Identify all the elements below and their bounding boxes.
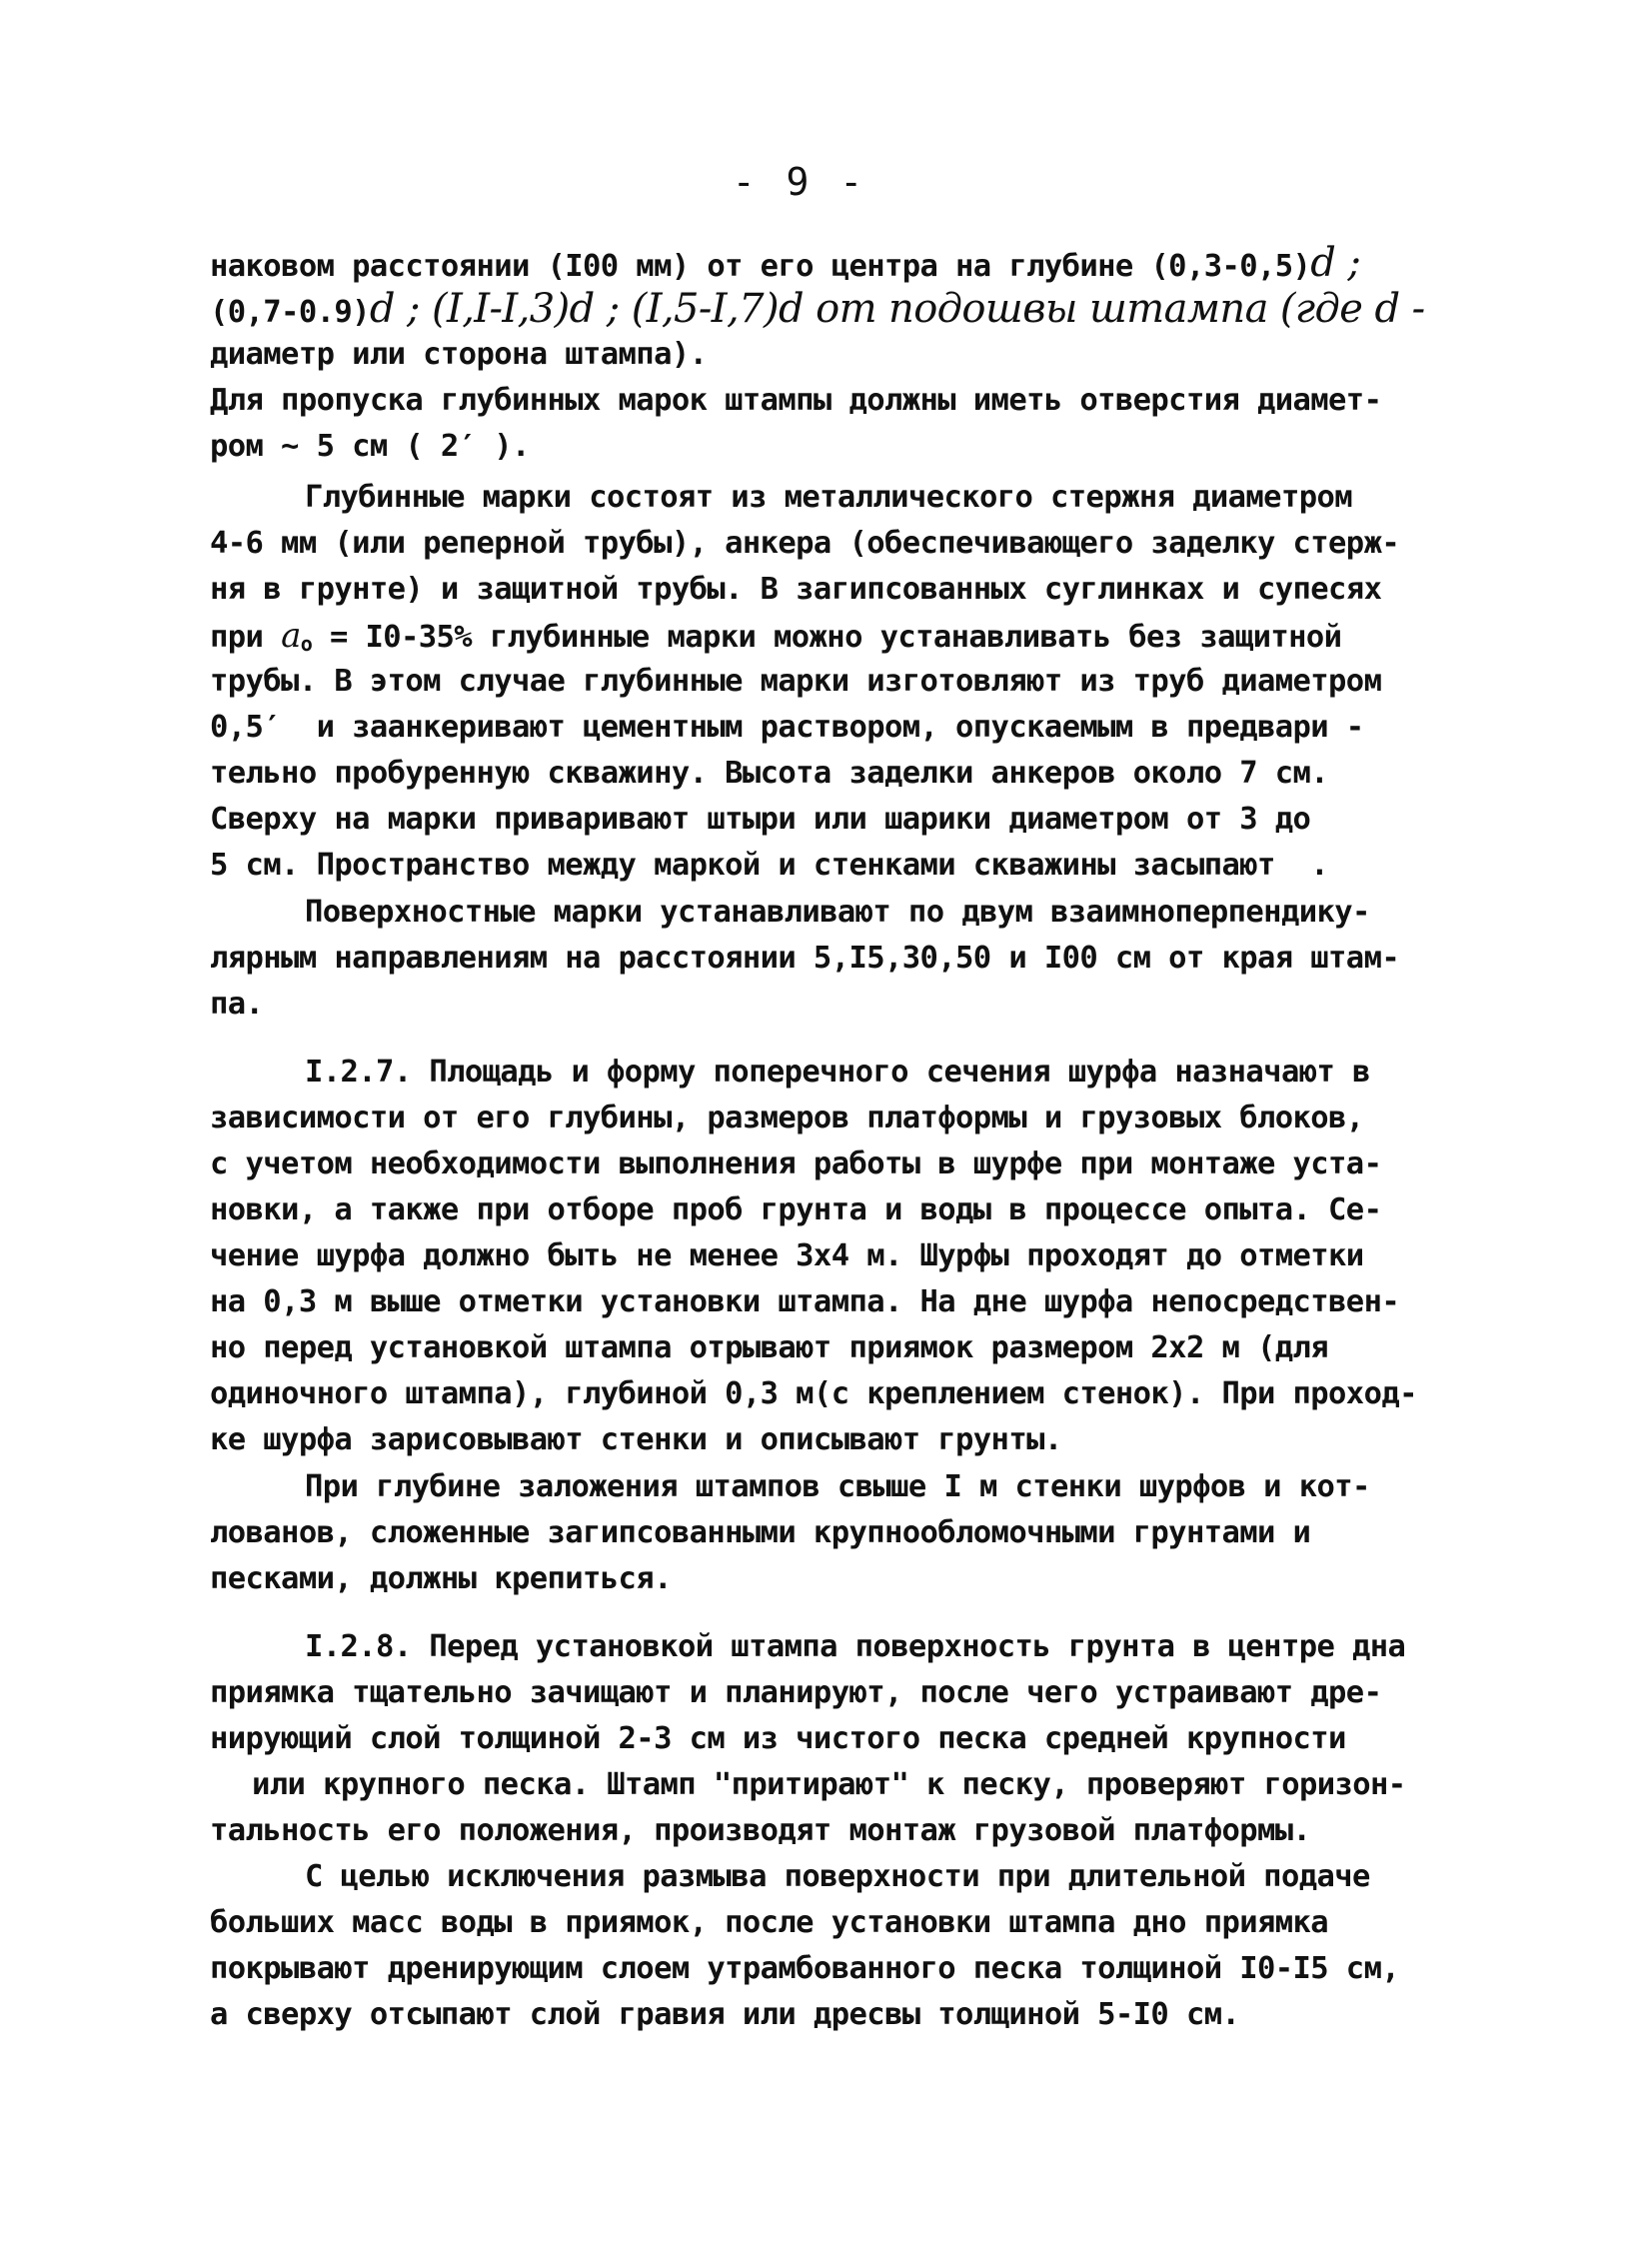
paragraph-3 — [210, 890, 1479, 1028]
text-line: I.2.7. Площадь и форму поперечного сечения шурфа назначают в — [305, 1055, 1370, 1090]
paragraph-1 — [210, 240, 1479, 470]
text-line: при $a_o = I0-35\%$ глубинные марки можно устанавливать без защитной — [210, 616, 1342, 656]
text-line: 0,5′ и заанкеривают цементным раствором, опускаемым в предвари - — [210, 710, 1364, 745]
text-line: С целью исключения размыва поверхности при длительной подаче — [305, 1859, 1370, 1894]
page-number: - 9 - — [732, 160, 867, 204]
text-line: (0,7-0.9)d ; (I,I-I,3)d ; (I,5-I,7)d от подошвы штампа (где d - — [210, 286, 1425, 332]
text-line: песками, должны крепиться. — [210, 1561, 672, 1596]
text-line: больших масс воды в приямок, после установки штампа дно приямка — [210, 1905, 1329, 1940]
text-line: диаметр или сторона штампа). — [210, 337, 708, 372]
text-line: лярным направлениям на расстоянии 5,I5,30,50 и I00 см от края штам- — [210, 941, 1400, 976]
text-line: тальность его положения, производят монтаж грузовой платформы. — [210, 1813, 1311, 1848]
text-line: или крупного песка. Штамп "притирают" к песку, проверяют горизон- — [252, 1767, 1406, 1802]
text-line: чение шурфа должно быть не менее 3х4 м. Шурфы проходят до отметки — [210, 1238, 1364, 1273]
text-line: покрывают дренирующим слоем утрамбованного песка толщиной I0-I5 см, — [210, 1951, 1400, 1986]
paragraph-4 — [210, 1050, 1479, 1463]
paragraph-5 — [210, 1464, 1479, 1602]
text-line: Глубинные марки состоят из металлического стержня диаметром — [305, 480, 1352, 515]
text-line: лованов, сложенные загипсованными крупнообломочными грунтами и — [210, 1515, 1311, 1550]
text-line: При глубине заложения штампов свыше I м стенки шурфов и кот- — [305, 1469, 1370, 1504]
text-line: тельно пробуренную скважину. Высота заделки анкеров около 7 см. — [210, 756, 1329, 791]
text-line: одиночного штампа), глубиной 0,3 м(с креплением стенок). При проход- — [210, 1376, 1417, 1411]
text-line: но перед установкой штампа отрывают приямок размером 2х2 м (для — [210, 1330, 1329, 1365]
text-line: ке шурфа зарисовывают стенки и описывают грунты. — [210, 1422, 1062, 1457]
paragraph-6 — [210, 1624, 1479, 1854]
text-line: зависимости от его глубины, размеров платформы и грузовых блоков, — [210, 1101, 1364, 1135]
text-line: Для пропуска глубинных марок штампы должны иметь отверстия диамет- — [210, 383, 1382, 418]
text-line: на 0,3 м выше отметки установки штампа. На дне шурфа непосредствен- — [210, 1284, 1400, 1319]
text-line: нирующий слой толщиной 2-3 см из чистого песка средней крупности — [210, 1721, 1346, 1756]
text-line: Сверху на марки приваривают штыри или шарики диаметром от 3 до — [210, 802, 1311, 837]
text-line: I.2.8. Перед установкой штампа поверхность грунта в центре дна — [305, 1629, 1406, 1664]
text-line: 5 см. Пространство между маркой и стенками скважины засыпают . — [210, 848, 1329, 883]
text-line: приямка тщательно зачищают и планируют, после чего устраивают дре- — [210, 1675, 1382, 1710]
text-line: трубы. В этом случае глубинные марки изготовляют из труб диаметром — [210, 664, 1382, 699]
text-line: ня в грунте) и защитной трубы. В загипсованных суглинках и супесях — [210, 572, 1382, 607]
paragraph-2 — [210, 475, 1479, 889]
text-line: новки, а также при отборе проб грунта и воды в процессе опыта. Се- — [210, 1192, 1382, 1227]
text-line: 4-6 мм (или реперной трубы), анкера (обеспечивающего заделку стерж- — [210, 526, 1400, 561]
text-line: а сверху отсыпают слой гравия или дресвы толщиной 5-I0 см. — [210, 1997, 1240, 2032]
paragraph-7 — [210, 1854, 1479, 2038]
text-line: па. — [210, 987, 264, 1022]
text-line: наковом расстоянии (I00 мм) от его центра на глубине (0,3-0,5)d ; — [210, 240, 1361, 286]
text-line: Поверхностные марки устанавливают по двум взаимноперпендику- — [305, 895, 1370, 930]
text-line: ром ~ 5 см ( 2′ ). — [210, 429, 530, 464]
text-line: с учетом необходимости выполнения работы в шурфе при монтаже уста- — [210, 1146, 1382, 1181]
